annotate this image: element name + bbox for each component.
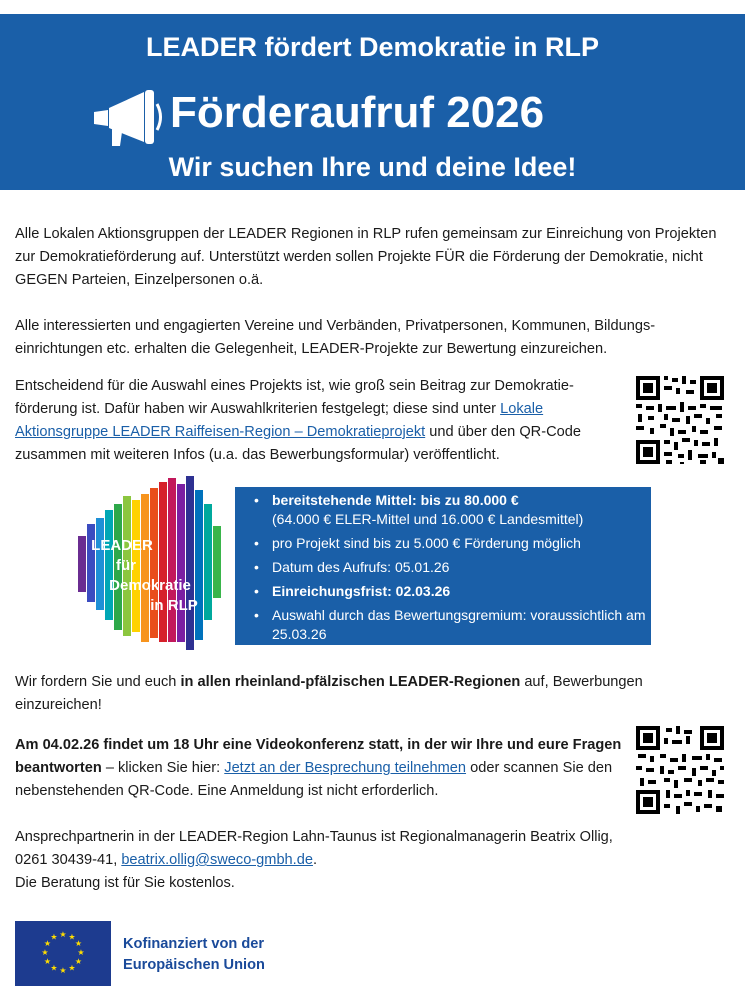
- call-bold-regions: in allen rheinland-pfälzischen LEADER-Regionen: [180, 674, 521, 690]
- logo-text-demokratie: Demokratie: [109, 577, 191, 594]
- svg-text:★: ★: [68, 932, 76, 942]
- svg-text:★: ★: [59, 966, 67, 975]
- info-box: [235, 487, 651, 645]
- contact-person: Ansprechpartnerin in der LEADER-Region Lahn-Taunus ist Regionalmanagerin Beatrix Ollig,: [15, 829, 613, 845]
- svg-text:★: ★: [59, 930, 67, 939]
- intro-paragraph-3: [15, 375, 627, 467]
- svg-text:★: ★: [43, 939, 52, 948]
- contact-paragraph: Ansprechpartnerin in der LEADER-Region Lahn-Taunus ist Regionalmanagerin Beatrix Ollig, 0261 30439-41, beatrix.ollig@sweco-gmbh.de. Die Beratung ist für Sie kostenlos.: [15, 829, 613, 891]
- paragraph-3-text-b: und über den QR-Code zusammen mit weiteren Infos (u.a. das Bewerbungsformular) veröffentlicht.: [15, 424, 581, 463]
- qr-code-meeting[interactable]: [634, 724, 726, 816]
- info-item-call-date: • Datum des Aufrufs: 05.01.26: [254, 559, 450, 575]
- intro-paragraph-1: Alle Lokalen Aktionsgruppen der LEADER Regionen in RLP rufen gemeinsam zur Einreichung von Projekten zur Demokratieförderung auf. Unterstützt werden sollen Projekte FÜR die Förderung der Demokratie, nicht GEGEN Parteien, Einzelpersonen o.ä.: [15, 226, 717, 288]
- info-item-selection: • Auswahl durch das Bewertungsgremium: voraussichtlich am 25.03.26: [254, 607, 646, 642]
- join-meeting-link[interactable]: Jetzt an der Besprechung teilnehmen: [224, 760, 467, 776]
- videoconference-bold: Am 04.02.26 findet um 18 Uhr eine Videokonferenz statt, in der wir Ihre und eure Fragen beantworten: [15, 737, 622, 776]
- demokratieprojekt-link[interactable]: Lokale Aktionsgruppe LEADER Raiffeisen-Region – Demokratieprojekt: [15, 401, 544, 440]
- svg-text:★: ★: [41, 948, 49, 957]
- logo-text-leader: LEADER: [91, 537, 153, 554]
- info-item-funds: • bereitstehende Mittel: bis zu 80.000 € (64.000 € ELER-Mittel und 16.000 € Landesmittel): [254, 492, 584, 527]
- info-item-per-project: • pro Projekt sind bis zu 5.000 € Förderung möglich: [254, 535, 581, 551]
- call-paragraph: Wir fordern Sie und euch in allen rheinland-pfälzischen LEADER-Regionen auf, Bewerbungen einzureichen!: [15, 674, 643, 713]
- consultation-note: Die Beratung ist für Sie kostenlos.: [15, 875, 235, 891]
- paragraph-3-text-a: Entscheidend für die Auswahl eines Projekts ist, wie groß sein Beitrag zur Demokratie-förderung ist. Dafür haben wir Auswahlkriterien festgelegt; diese sind unter: [15, 378, 574, 417]
- header-banner: [0, 14, 745, 190]
- intro-paragraph-2: Alle interessierten und engagierten Vereine und Verbänden, Privatpersonen, Kommunen, Bildungs-einrichtungen etc. erhalten die Gelegenheit, LEADER-Projekte zur Bewertung einzureichen.: [15, 318, 656, 357]
- svg-text:★: ★: [68, 963, 76, 973]
- svg-text:★: ★: [74, 939, 83, 948]
- header-subtitle: Förderaufruf 2026: [170, 88, 545, 137]
- eu-cofinanced-text: Kofinanziert von der Europäischen Union: [123, 936, 265, 973]
- contact-phone: 0261 30439-41,: [15, 852, 118, 868]
- logo-text-in-rlp: in RLP: [150, 597, 198, 614]
- megaphone-icon: [88, 86, 166, 148]
- svg-text:★: ★: [74, 957, 83, 966]
- contact-email-link[interactable]: beatrix.ollig@sweco-gmbh.de: [121, 852, 313, 868]
- eu-flag-icon: [15, 921, 111, 986]
- leader-demokratie-logo: [78, 474, 223, 659]
- header-title: LEADER fördert Demokratie in RLP: [145, 32, 600, 62]
- logo-text-fuer: für: [116, 557, 136, 574]
- header-tagline: Wir suchen Ihre und deine Idee!: [168, 152, 577, 182]
- svg-text:★: ★: [77, 948, 85, 957]
- svg-text:★: ★: [50, 932, 58, 942]
- qr-code-criteria[interactable]: [634, 374, 726, 466]
- videoconference-paragraph: Am 04.02.26 findet um 18 Uhr eine Videokonferenz statt, in der wir Ihre und eure Fragen beantworten – klicken Sie hier: Jetzt an der Besprechung teilnehmen oder scannen Sie den nebenstehenden QR-Code. Eine Anmeldung ist nicht erforderlich.: [15, 737, 622, 799]
- info-item-deadline: • Einreichungsfrist: 02.03.26: [254, 583, 451, 599]
- svg-text:★: ★: [50, 963, 58, 973]
- svg-text:★: ★: [43, 957, 52, 966]
